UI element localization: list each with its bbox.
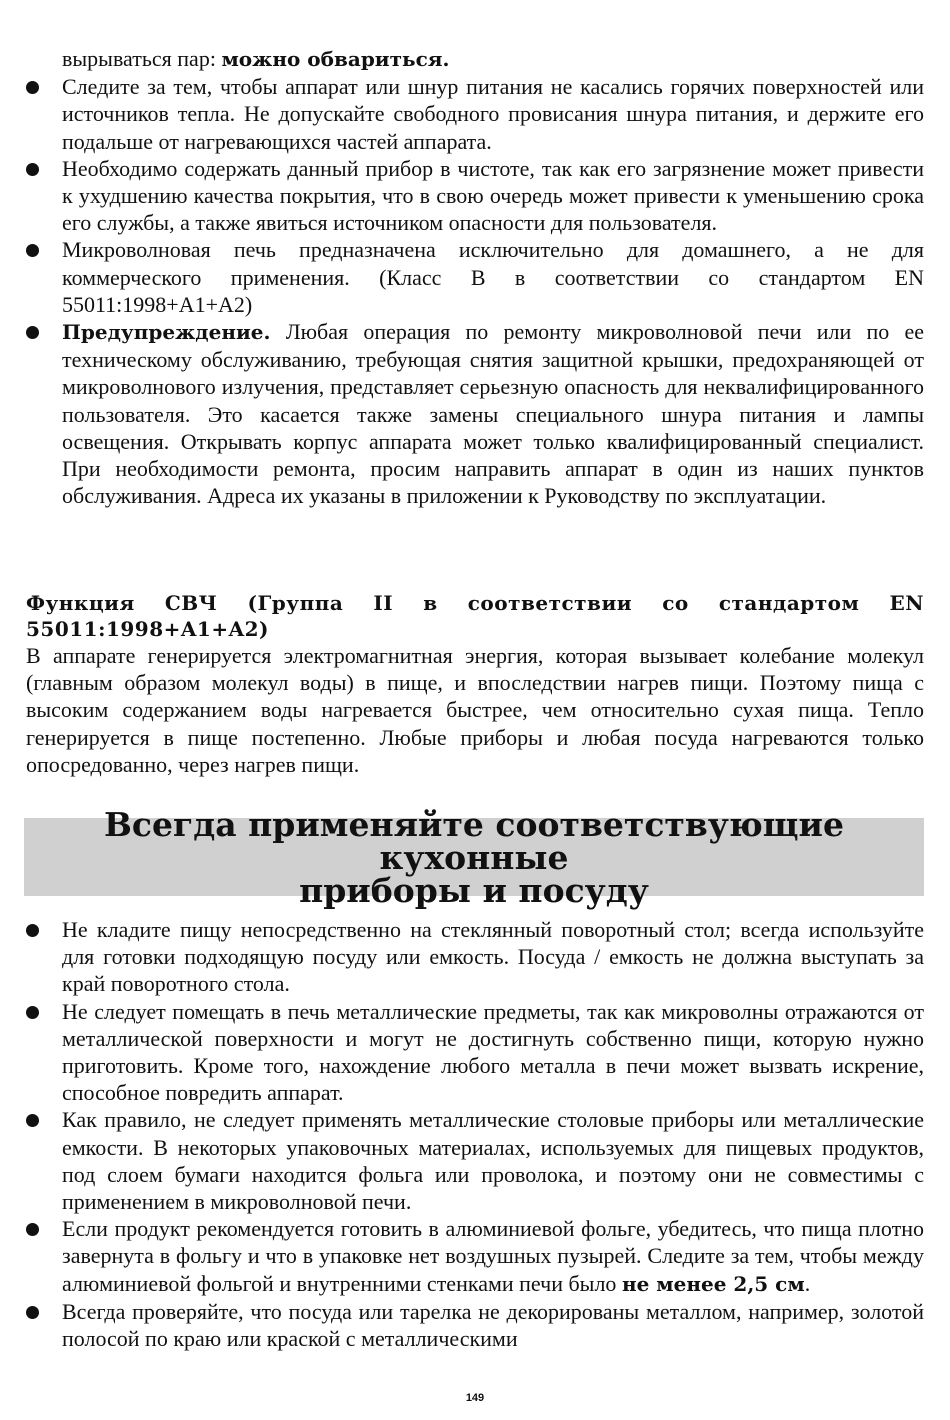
warning-label: Предупреждение.: [62, 320, 271, 345]
chapter-title-line-1: Всегда применяйте соответствующие кухонные: [104, 804, 844, 877]
section-text: В аппарате генерируется электромагнитная энергия, которая вызывает колебание молекул (главным образом молекул воды) в пище, и впоследствии нагрев пищи. Поэтому пища с высоким содержанием воды нагревается быстрее, чем относительно сухая пища. Тепло генерируется в пище постепенно. Любые приборы и любая посуда нагреваются только опосредованно, через нагрев пищи.: [26, 643, 924, 777]
list-item: [26, 155, 924, 237]
bullet-icon: [26, 81, 39, 94]
bullet-icon: [26, 163, 39, 176]
item-text: Если продукт рекомендуется готовить в алюминиевой фольге, убедитесь, что пища плотно завернута в фольгу и что в упаковке нет воздушных пузырей. Следите за тем, чтобы между алюминиевой фольгой и внутренними стенками печи было: [62, 1216, 924, 1296]
list-item: [26, 73, 924, 155]
microwave-function-section: [26, 590, 924, 778]
list-item: [26, 1106, 924, 1215]
item-text: Микроволновая печь предназначена исключительно для домашнего, а не для коммерческого применения. (Класс B в соответствии со стандартом EN 55011:1998+A1+A2): [62, 237, 924, 317]
list-item: [26, 998, 924, 1107]
bullet-icon: [26, 326, 39, 339]
section-heading: Функция СВЧ (Группа II в соответствии со стандартом EN 55011:1998+A1+A2): [26, 591, 924, 641]
list-item: [26, 1215, 924, 1298]
list-item-warning: [26, 318, 924, 509]
bullet-icon: [26, 1223, 39, 1236]
continued-text: вырываться пар:: [62, 46, 222, 71]
cookware-list: [26, 916, 924, 1352]
item-text-end: .: [804, 1270, 811, 1296]
bullet-icon: [26, 924, 39, 937]
continued-item: [26, 45, 924, 73]
chapter-title: [24, 804, 924, 910]
chapter-title-line-2: приборы и посуду: [299, 870, 649, 910]
item-text: Не кладите пищу непосредственно на стеклянный поворотный стол; всегда используйте для готовки подходящую посуду или емкость. Посуда / емкость не должна выступать за край поворотного стола.: [62, 917, 924, 997]
safety-list: [26, 45, 924, 509]
item-text: Не следует помещать в печь металлические предметы, так как микроволны отражаются от металлической поверхности и могут не достигнуть собственно пищи, которую нужно приготовить. Кроме того, нахождение любого металла в печи может вызвать искрение, способное повредить аппарат.: [62, 998, 924, 1106]
bullet-icon: [26, 1006, 39, 1019]
item-text: Необходимо содержать данный прибор в чистоте, так как его загрязнение может привести к ухудшению качества покрытия, что в свою очередь может привести к уменьшению срока его службы, а также явиться источником опасности для пользователя.: [62, 155, 924, 236]
item-text: Всегда проверяйте, что посуда или тарелка не декорированы металлом, например, золотой полосой по краю или краской с металлическими: [62, 1298, 924, 1352]
chapter-banner: [24, 804, 924, 910]
item-text: Следите за тем, чтобы аппарат или шнур питания не касались горячих поверхностей или источников тепла. Не допускайте свободного провисания шнура питания, и держите его подальше от нагревающихся частей аппарата.: [62, 74, 924, 154]
list-item: [26, 916, 924, 998]
item-bold-text: не менее 2,5 см: [621, 1271, 805, 1296]
bullet-icon: [26, 1306, 39, 1319]
bullet-icon: [26, 1114, 39, 1127]
continued-bold-text: можно обвариться.: [221, 47, 450, 71]
list-item: [26, 1298, 924, 1352]
list-item: [26, 236, 924, 318]
bullet-icon: [26, 244, 39, 257]
item-text: Любая операция по ремонту микроволновой печи или по ее техническому обслуживанию, требующая снятия защитной крышки, предохраняющей от микроволнового излучения, представляет серьезную опасность для неквалифицированного пользователя. Это касается также замены специального шнура питания и лампы освещения. Открывать корпус аппарата может только квалифицированный специалист. При необходимости ремонта, просим направить аппарат в один из наших пунктов обслуживания. Адреса их указаны в приложении к Руководству по эксплуатации.: [62, 319, 924, 509]
item-text: Как правило, не следует применять металлические столовые приборы или металлические емкости. В некоторых упаковочных материалах, используемых для пищевых продуктов, под слоем бумаги находится фольга или проволока, и поэтому они не совместимы с применением в микроволновой печи.: [62, 1107, 924, 1215]
page-number: 149: [465, 1392, 485, 1404]
